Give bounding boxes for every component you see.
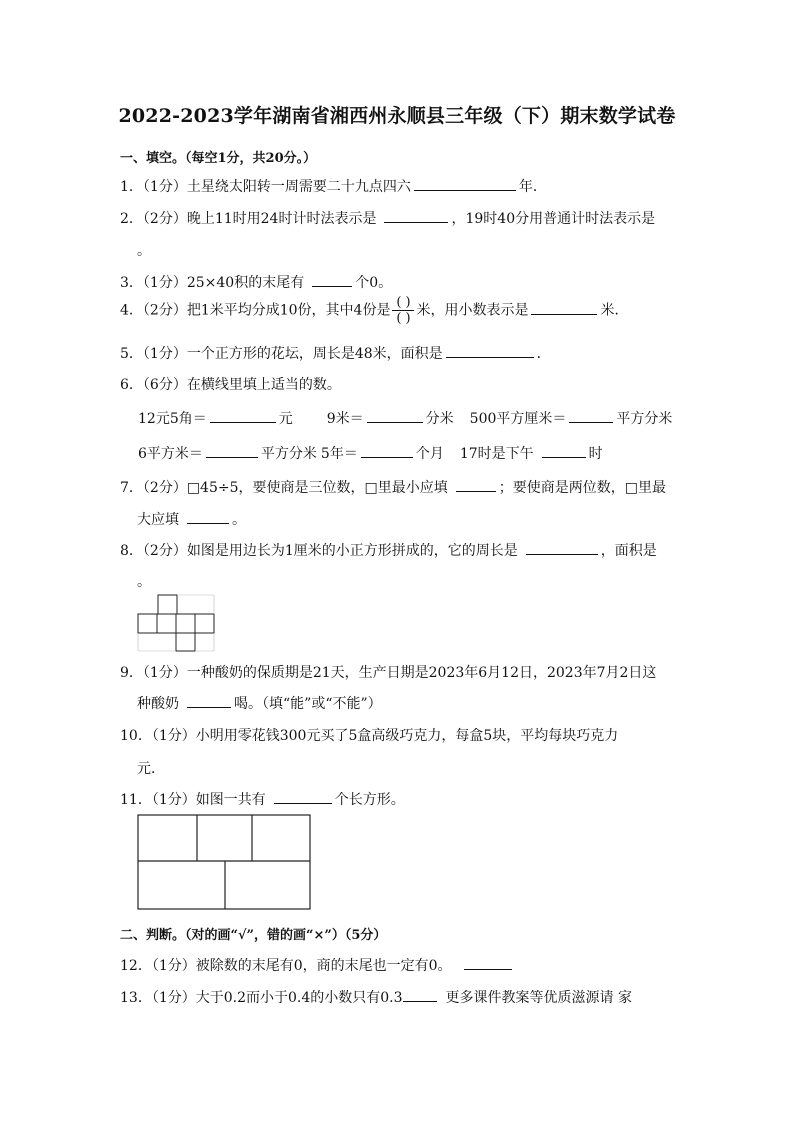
q8-text: （2分）如图是用边长为1厘米的小正方形拼成的，它的周长是: [142, 543, 518, 559]
q13-text: （1分）大于0.2而小于0.4的小数只有0.3: [151, 990, 403, 1006]
q3-answer-blank[interactable]: [312, 272, 352, 287]
q3-text: （1分）25×40积的末尾有: [142, 275, 305, 291]
section-1-heading: 一、填空。（每空1分，共20分。）: [120, 151, 317, 166]
square: [176, 633, 195, 651]
q6-r2-label-a: 6平方米＝: [138, 446, 203, 462]
square: [138, 614, 157, 633]
q13-answer-blank[interactable]: [403, 987, 437, 1002]
square: [176, 614, 195, 633]
q6-blank-2[interactable]: [367, 408, 423, 423]
q12-answer-blank[interactable]: [464, 955, 512, 970]
q9-number: 9．: [120, 665, 143, 681]
q4-fraction-top: ( ): [396, 295, 411, 310]
q10-line2: 元．: [137, 761, 165, 777]
q2-mid: ，19时40分用普通计时法表示是: [451, 211, 656, 227]
q4-tail: 米．: [600, 302, 629, 319]
page-title: 2022-2023学年湖南省湘西州永顺县三年级（下）期末数学试卷: [118, 105, 676, 127]
q13-number: 13．: [120, 990, 152, 1006]
q6-blank-1[interactable]: [210, 408, 276, 423]
q7-line2: [137, 509, 246, 529]
q4-number: 4．: [120, 302, 143, 319]
q4-text: （2分）把1米平均分成10份，其中4份是: [142, 302, 391, 319]
q1-number: 1．: [120, 179, 143, 195]
q7-answer-blank-1[interactable]: [456, 477, 496, 492]
q4-fraction[interactable]: [392, 296, 414, 325]
q9-line2: [137, 693, 382, 713]
q6-r1-unit-c: 平方分米: [616, 411, 673, 427]
q8-square-figure: [137, 594, 217, 652]
q6-row-2: [138, 443, 603, 463]
q2-number: 2．: [120, 211, 143, 227]
q6-r1-unit-a: 元: [278, 411, 293, 427]
q6-r2-unit-b: 个月: [415, 446, 444, 462]
square: [158, 595, 177, 614]
question-5: [120, 343, 551, 363]
q11-rectangle-figure: [137, 814, 313, 912]
q6-r1-label-b: 9米＝: [326, 411, 364, 427]
q2-text: （2分）晚上11时用24时计时法表示是: [142, 211, 377, 227]
q7-mid: ；要使商是两位数，□里最: [498, 480, 666, 496]
q5-tail: ．: [536, 346, 551, 362]
question-8: [120, 540, 657, 560]
q6-r2-unit-a: 平方分米: [260, 446, 317, 462]
q6-blank-5[interactable]: [361, 443, 413, 458]
q7-number: 7．: [120, 480, 143, 496]
q7-answer-blank-2[interactable]: [187, 509, 229, 524]
q6-r1-label-a: 12元5角＝: [138, 411, 207, 427]
q6-blank-4[interactable]: [206, 443, 258, 458]
q2-line2: 。: [137, 243, 151, 259]
q11-answer-blank[interactable]: [274, 789, 332, 804]
q5-answer-blank[interactable]: [446, 343, 534, 358]
q2-answer-blank-1[interactable]: [384, 208, 448, 223]
q6-row-1: [138, 408, 672, 428]
q8-mid: ，面积是: [600, 543, 657, 559]
question-10: [120, 725, 618, 745]
question-3: [120, 272, 392, 292]
question-1: [120, 176, 547, 196]
q9-text: （1分）一种酸奶的保质期是21天，生产日期是2023年6月12日，2023年7月2日这: [142, 665, 657, 681]
q9-line2-text: 种酸奶: [137, 696, 179, 712]
q6-r1-label-c: 500平方厘米＝: [469, 411, 567, 427]
q5-text: （1分）一个正方形的花坛，周长是48米，面积是: [142, 346, 443, 362]
q4-fraction-bottom: ( ): [396, 311, 411, 326]
q1-text: （1分）土星绕太阳转一周需要二十九点四六: [142, 179, 411, 195]
q1-answer-blank[interactable]: [414, 176, 516, 191]
q9-answer-blank[interactable]: [187, 693, 231, 708]
question-11: [120, 789, 405, 809]
q1-tail: 年．: [518, 179, 547, 195]
q6-r2-label-b: 5年＝: [320, 446, 358, 462]
q8-number: 8．: [120, 543, 143, 559]
q6-r2-label-c: 17时是下午: [459, 446, 534, 462]
question-2: [120, 208, 655, 228]
q7-text: （2分）□45÷5，要使商是三位数，□里最小应填: [142, 480, 448, 496]
q11-number: 11．: [120, 792, 152, 808]
question-9: [120, 662, 656, 682]
q6-text: （6分）在横线里填上适当的数。: [142, 377, 341, 393]
q6-number: 6．: [120, 377, 143, 393]
q6-r2-unit-c: 时: [588, 446, 603, 462]
outer-rectangle: [138, 815, 310, 909]
question-13: [120, 987, 632, 1007]
q7-line2-text: 大应填: [137, 512, 179, 528]
q12-text: （1分）被除数的末尾有0，商的末尾也一定有0。: [151, 958, 452, 974]
q10-text: （1分）小明用零花钱300元买了5盒高级巧克力，每盒5块，平均每块巧克力: [151, 728, 619, 744]
q12-number: 12．: [120, 958, 152, 974]
q4-answer-blank[interactable]: [531, 300, 597, 315]
q11-tail: 个长方形。: [334, 792, 405, 808]
question-12: [120, 955, 515, 975]
q11-text: （1分）如图一共有: [151, 792, 266, 808]
question-4: [120, 296, 628, 325]
q3-tail: 个0。: [355, 275, 393, 291]
question-6: [120, 374, 341, 394]
q6-blank-3[interactable]: [569, 408, 613, 423]
square: [195, 614, 214, 633]
q13-tail: 更多课件教案等优质滋源请 家: [445, 990, 632, 1006]
q8-answer-blank-1[interactable]: [526, 540, 598, 555]
q9-line2-tail: 喝。（填“能”或“不能”）: [234, 696, 382, 712]
square: [157, 614, 176, 633]
q7-line2-tail: 。: [232, 512, 246, 528]
q4-mid: 米，用小数表示是: [416, 302, 529, 319]
q8-line2: 。: [137, 574, 151, 590]
q6-blank-6[interactable]: [542, 443, 586, 458]
question-7: [120, 477, 666, 497]
section-2-heading: 二、判断。（对的画“√”，错的画“×”）（5分）: [120, 928, 387, 943]
q6-r1-unit-b: 分米: [425, 411, 454, 427]
q10-number: 10．: [120, 728, 152, 744]
q3-number: 3．: [120, 275, 143, 291]
q5-number: 5．: [120, 346, 143, 362]
